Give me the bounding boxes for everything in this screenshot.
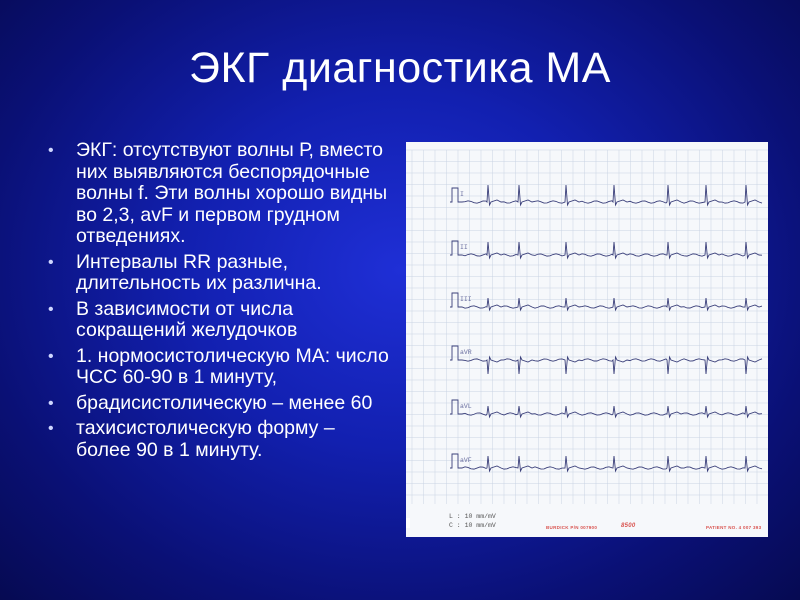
- ecg-edge-mark: [406, 518, 410, 528]
- ecg-lead-label: aVR: [460, 349, 472, 356]
- bullet-dot-icon: •: [48, 300, 54, 318]
- bullet-dot-icon: •: [48, 420, 54, 437]
- ecg-patient-label: PATIENT NO. 4 007 393: [706, 525, 762, 530]
- bullet-text: В зависимости от числа сокращений желудочков: [76, 297, 298, 341]
- bullet-dot-icon: •: [48, 142, 54, 159]
- ecg-lead-label: III: [460, 296, 472, 303]
- ecg-model-label: 8500: [621, 523, 636, 529]
- bullet-item: [48, 393, 393, 415]
- bullet-list: [48, 140, 393, 465]
- ecg-lead-label: aVL: [460, 403, 472, 410]
- bullet-text: 1. нормосистолическую МА: число ЧСС 60-90 в 1 минуту,: [76, 344, 389, 388]
- bullet-dot-icon: •: [48, 253, 54, 271]
- ecg-footer-limb-gain: L : 10 mm/mV: [449, 513, 496, 520]
- ecg-trace-iii: [450, 293, 762, 310]
- ecg-trace-avf: [450, 454, 762, 471]
- bullet-dot-icon: •: [48, 347, 54, 365]
- bullet-dot-icon: •: [48, 394, 54, 412]
- ecg-lead-label: I: [460, 191, 464, 198]
- ecg-image: [406, 142, 768, 537]
- bullet-item: [48, 346, 393, 389]
- bullet-item: [48, 140, 393, 248]
- bullet-item: [48, 252, 393, 295]
- ecg-footer-chest-gain: C : 10 mm/mV: [449, 522, 496, 529]
- ecg-trace-avr: [450, 346, 762, 374]
- ecg-trace-ii: [450, 241, 762, 258]
- bullet-text: тахисистолическую форму – более 90 в 1 минуту.: [76, 417, 335, 461]
- bullet-text: ЭКГ: отсутствуют волны Р, вместо них выявляются беспорядочные волны f. Эти волны хорошо видны во 2,3, avF и первом грудном отведениях.: [76, 139, 388, 247]
- ecg-brand-label: BURDICK P/N 007900: [546, 525, 598, 530]
- ecg-strip: [406, 142, 768, 537]
- ecg-lead-label: II: [460, 244, 468, 251]
- bullet-item: [48, 299, 393, 342]
- bullet-text: брадисистолическую – менее 60: [76, 391, 373, 414]
- ecg-trace-i: [450, 185, 762, 205]
- ecg-lead-label: aVF: [460, 457, 472, 464]
- slide-title: ЭКГ диагностика МА: [189, 44, 611, 92]
- bullet-item: [48, 418, 393, 461]
- bullet-text: Интервалы RR разные, длительность их различна.: [76, 250, 322, 294]
